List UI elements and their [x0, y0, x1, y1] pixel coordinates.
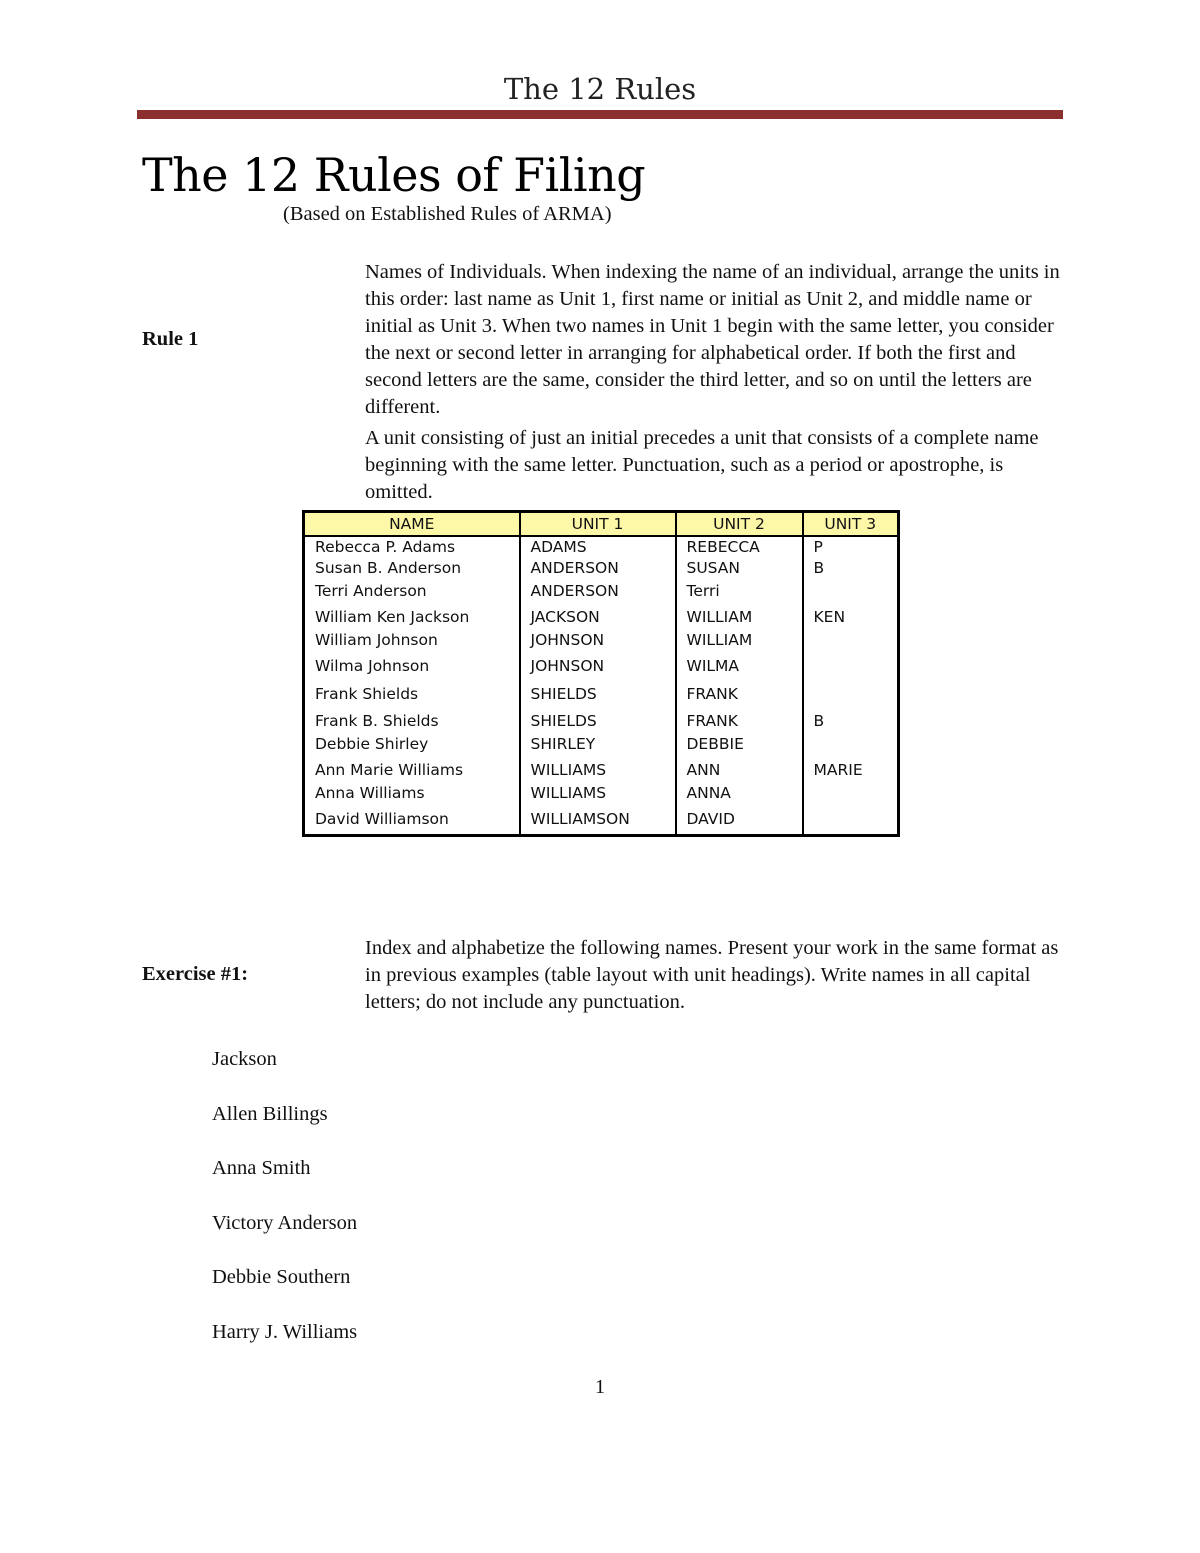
list-item: Anna Smith	[212, 1157, 311, 1179]
table-row	[304, 582, 899, 608]
cell-unit-3: KEN	[803, 608, 899, 631]
cell-unit-2: ANNA	[676, 784, 803, 810]
cell-name: Rebecca P. Adams	[304, 536, 520, 559]
table-row	[304, 761, 899, 784]
cell-unit-2: SUSAN	[676, 559, 803, 582]
cell-unit-1: WILLIAMSON	[520, 810, 676, 836]
cell-unit-1: SHIELDS	[520, 712, 676, 735]
cell-unit-2: DAVID	[676, 810, 803, 836]
cell-unit-1: JOHNSON	[520, 631, 676, 657]
header-unit-1: UNIT 1	[520, 512, 676, 536]
cell-unit-2: REBECCA	[676, 536, 803, 559]
cell-unit-3: MARIE	[803, 761, 899, 784]
cell-unit-2: FRANK	[676, 685, 803, 712]
cell-name: Frank B. Shields	[304, 712, 520, 735]
cell-unit-1: ANDERSON	[520, 582, 676, 608]
table-row	[304, 810, 899, 836]
table-body	[304, 536, 899, 836]
list-item: Allen Billings	[212, 1102, 328, 1125]
cell-unit-3	[803, 582, 899, 608]
exercise-1-label: Exercise #1:	[142, 963, 249, 985]
cell-unit-3: B	[803, 712, 899, 735]
page-number: 1	[594, 1376, 606, 1398]
cell-unit-3: B	[803, 559, 899, 582]
header-name: NAME	[304, 512, 520, 536]
cell-unit-1: JOHNSON	[520, 657, 676, 685]
cell-unit-1: WILLIAMS	[520, 761, 676, 784]
cell-unit-3: P	[803, 536, 899, 559]
cell-name: William Johnson	[304, 631, 520, 657]
cell-name: Terri Anderson	[304, 582, 520, 608]
cell-name: Wilma Johnson	[304, 657, 520, 685]
cell-unit-1: JACKSON	[520, 608, 676, 631]
table-row	[304, 608, 899, 631]
header-unit-3: UNIT 3	[803, 512, 899, 536]
table-row	[304, 631, 899, 657]
cell-unit-3	[803, 810, 899, 836]
cell-unit-1: WILLIAMS	[520, 784, 676, 810]
table-row	[304, 712, 899, 735]
rule-1-example-table-container	[302, 510, 900, 837]
cell-unit-2: WILLIAM	[676, 631, 803, 657]
document-subtitle: (Based on Established Rules of ARMA)	[283, 203, 612, 225]
list-item: Jackson	[212, 1048, 277, 1070]
document-title: The 12 Rules of Filing	[142, 148, 646, 202]
cell-unit-3	[803, 657, 899, 685]
table-row	[304, 784, 899, 810]
rule-1-example-table	[302, 510, 900, 837]
cell-unit-2: WILMA	[676, 657, 803, 685]
rule-1-paragraph: Names of Individuals. When indexing the name of an individual, arrange the units in this order: last name as Unit 1, first name or initial as Unit 2, and middle name or initial as Unit 3. When two names in Unit 1 begin with the same letter, you consider the next or second letter in arranging for alphabetical order. If both the first and second letters are the same, consider the third letter, and so on until the letters are different.	[365, 261, 1060, 418]
rule-1-label: Rule 1	[142, 328, 199, 350]
cell-unit-3	[803, 685, 899, 712]
table-row	[304, 536, 899, 559]
cell-unit-3	[803, 735, 899, 761]
cell-unit-1: ANDERSON	[520, 559, 676, 582]
cell-name: David Williamson	[304, 810, 520, 836]
cell-name: Susan B. Anderson	[304, 559, 520, 582]
cell-unit-2: WILLIAM	[676, 608, 803, 631]
exercise-1-instructions: Index and alphabetize the following names. Present your work in the same format as in previous examples (table layout with unit headings). Write names in all capital letters; do not include any punctuation.	[365, 937, 1059, 1013]
cell-name: Debbie Shirley	[304, 735, 520, 761]
list-item: Harry J. Williams	[212, 1320, 358, 1343]
cell-unit-3	[803, 784, 899, 810]
exercise-names-list	[212, 1048, 357, 1375]
cell-unit-2: FRANK	[676, 712, 803, 735]
cell-name: Ann Marie Williams	[304, 761, 520, 784]
list-item: Debbie Southern	[212, 1266, 351, 1288]
cell-name: Frank Shields	[304, 685, 520, 712]
table-row	[304, 657, 899, 685]
header-unit-2: UNIT 2	[676, 512, 803, 536]
cell-unit-1: SHIELDS	[520, 685, 676, 712]
table-row	[304, 685, 899, 712]
cell-name: William Ken Jackson	[304, 608, 520, 631]
cell-name: Anna Williams	[304, 784, 520, 810]
table-header-row	[304, 512, 899, 536]
rule-1-paragraph: A unit consisting of just an initial precedes a unit that consists of a complete name beginning with the same letter. Punctuation, such as a period or apostrophe, is omitted.	[365, 427, 1039, 503]
cell-unit-3	[803, 631, 899, 657]
cell-unit-1: ADAMS	[520, 536, 676, 559]
cell-unit-2: Terri	[676, 582, 803, 608]
table-row	[304, 559, 899, 582]
page-header-title: The 12 Rules	[503, 72, 697, 106]
list-item: Victory Anderson	[212, 1211, 358, 1234]
table-row	[304, 735, 899, 761]
cell-unit-1: SHIRLEY	[520, 735, 676, 761]
cell-unit-2: DEBBIE	[676, 735, 803, 761]
rule-1-text	[365, 259, 1065, 510]
cell-unit-2: ANN	[676, 761, 803, 784]
header-divider	[137, 110, 1063, 119]
